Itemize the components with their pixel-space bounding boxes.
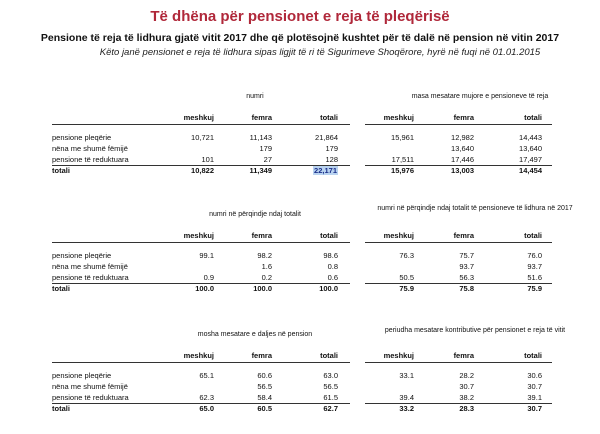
t4-header: numri në përqindje ndaj totalit të pensioneve të lidhura në 2017	[377, 205, 573, 212]
highlighted-total-value: 22,171	[314, 166, 337, 175]
t1-cell	[278, 166, 338, 175]
t1-row-label: nëna me shumë fëmijë	[52, 144, 128, 153]
t5-cell: 65.0	[199, 404, 214, 413]
t5-cell: 60.5	[257, 404, 272, 413]
t6-cell: 39.1	[527, 393, 542, 402]
t5-header-rule	[52, 362, 350, 363]
t1-cell: 11,349	[249, 166, 272, 175]
t3-cell: 98.6	[323, 251, 338, 260]
t2-header-rule	[365, 124, 552, 125]
t5-row-label: nëna me shumë fëmijë	[52, 382, 128, 391]
t4-cell: 76.0	[527, 251, 542, 260]
t6-cell: 33.1	[399, 371, 414, 380]
t6-cell: 39.4	[399, 393, 414, 402]
t3-cell: 0.6	[327, 273, 338, 282]
t2-cell: 14,443	[519, 133, 542, 142]
t1-header: numri	[246, 93, 264, 100]
t2-cell: 12,982	[451, 133, 474, 142]
t2-cell: 13,640	[451, 144, 474, 153]
t1-header-rule	[52, 124, 350, 125]
t1-col-femra: femra	[251, 113, 272, 122]
t4-cell: 93.7	[527, 262, 542, 271]
t1-cell: 179	[259, 144, 272, 153]
t5-cell: 56.5	[257, 382, 272, 391]
t1-cell: 128	[325, 155, 338, 164]
t5-cell: 62.7	[323, 404, 338, 413]
t2-cell: 15,976	[391, 166, 414, 175]
t3-row-label: totali	[52, 284, 70, 293]
t6-cell: 30.7	[527, 382, 542, 391]
t6-cell: 30.7	[527, 404, 542, 413]
t1-cell: 101	[201, 155, 214, 164]
t1-cell: 27	[263, 155, 272, 164]
t6-col-femra: femra	[453, 351, 474, 360]
t5-cell: 65.1	[199, 371, 214, 380]
t3-cell: 0.8	[327, 262, 338, 271]
t2-header: masa mesatare mujore e pensioneve të reja	[411, 93, 549, 100]
t5-row-label: totali	[52, 404, 70, 413]
t2-cell: 14,454	[519, 166, 542, 175]
t4-cell: 76.3	[399, 251, 414, 260]
t6-cell: 38.2	[459, 393, 474, 402]
t6-col-meshkuj: meshkuj	[383, 351, 414, 360]
t4-header-rule	[365, 242, 552, 243]
t1-row-label: pensione të reduktuara	[52, 155, 129, 164]
t3-cell: 100.0	[253, 284, 272, 293]
t1-cell: 10,822	[191, 166, 214, 175]
page-title: Të dhëna për pensionet e reja të pleqërisë	[150, 8, 450, 25]
t3-row-label: pensione pleqërie	[52, 251, 112, 260]
t5-col-femra: femra	[251, 351, 272, 360]
page-note: Këto janë pensionet e reja të lidhura sipas ligjit të ri të Sigurimeve Shoqërore, hyrë në fuqi në 01.01.2015	[99, 47, 541, 58]
t3-cell: 98.2	[257, 251, 272, 260]
t4-cell: 75.8	[459, 284, 474, 293]
t3-header: numri në përqindje ndaj totalit	[209, 211, 301, 218]
t4-cell: 75.9	[399, 284, 414, 293]
t5-cell: 60.6	[257, 371, 272, 380]
t3-cell: 99.1	[199, 251, 214, 260]
t3-cell: 100.0	[319, 284, 338, 293]
t5-cell: 62.3	[199, 393, 214, 402]
t4-cell: 56.3	[459, 273, 474, 282]
t3-cell: 0.9	[203, 273, 214, 282]
t2-col-totali: totali	[524, 113, 542, 122]
t1-row-label: pensione pleqërie	[52, 133, 112, 142]
t3-cell: 100.0	[195, 284, 214, 293]
t1-cell: 179	[325, 144, 338, 153]
page-subtitle: Pensione të reja të lidhura gjatë vitit 2017 dhe që plotësojnë kushtet për të dalë në pension në vitin 2017	[40, 32, 560, 44]
t2-cell: 17,497	[519, 155, 542, 164]
t5-cell: 63.0	[323, 371, 338, 380]
t3-header-rule	[52, 242, 350, 243]
t1-cell: 10,721	[191, 133, 214, 142]
t5-cell: 56.5	[323, 382, 338, 391]
t4-col-femra: femra	[453, 231, 474, 240]
t5-cell: 61.5	[323, 393, 338, 402]
t1-col-meshkuj: meshkuj	[183, 113, 214, 122]
t6-cell: 28.3	[459, 404, 474, 413]
t3-row-label: pensione të reduktuara	[52, 273, 129, 282]
t4-cell: 75.9	[527, 284, 542, 293]
t6-cell: 28.2	[459, 371, 474, 380]
t2-col-meshkuj: meshkuj	[383, 113, 414, 122]
t4-cell: 75.7	[459, 251, 474, 260]
t5-cell: 58.4	[257, 393, 272, 402]
t4-cell: 93.7	[459, 262, 474, 271]
t1-cell: 21,864	[315, 133, 338, 142]
t2-cell: 13,003	[451, 166, 474, 175]
t4-cell: 51.6	[527, 273, 542, 282]
t6-header: periudha mesatare kontributive për pensionet e reja të vitit	[384, 327, 566, 334]
t4-col-totali: totali	[524, 231, 542, 240]
t4-cell: 50.5	[399, 273, 414, 282]
t6-cell: 33.2	[399, 404, 414, 413]
t5-header: mosha mesatare e daljes në pension	[197, 331, 313, 338]
t6-col-totali: totali	[524, 351, 542, 360]
t3-cell: 1.6	[261, 262, 272, 271]
t2-cell: 13,640	[519, 144, 542, 153]
t3-cell: 0.2	[261, 273, 272, 282]
t5-col-meshkuj: meshkuj	[183, 351, 214, 360]
t3-col-totali: totali	[320, 231, 338, 240]
t4-col-meshkuj: meshkuj	[383, 231, 414, 240]
t5-row-label: pensione të reduktuara	[52, 393, 129, 402]
t2-cell: 17,511	[391, 155, 414, 164]
t1-cell: 11,143	[249, 133, 272, 142]
t5-col-totali: totali	[320, 351, 338, 360]
t6-cell: 30.7	[459, 382, 474, 391]
t6-cell: 30.6	[527, 371, 542, 380]
t2-cell: 15,961	[391, 133, 414, 142]
t2-cell: 17,446	[451, 155, 474, 164]
t6-header-rule	[365, 362, 552, 363]
t2-col-femra: femra	[453, 113, 474, 122]
t5-row-label: pensione pleqërie	[52, 371, 112, 380]
t1-col-totali: totali	[320, 113, 338, 122]
t3-row-label: nëna me shumë fëmijë	[52, 262, 128, 271]
t3-col-meshkuj: meshkuj	[183, 231, 214, 240]
t1-row-label: totali	[52, 166, 70, 175]
t3-col-femra: femra	[251, 231, 272, 240]
